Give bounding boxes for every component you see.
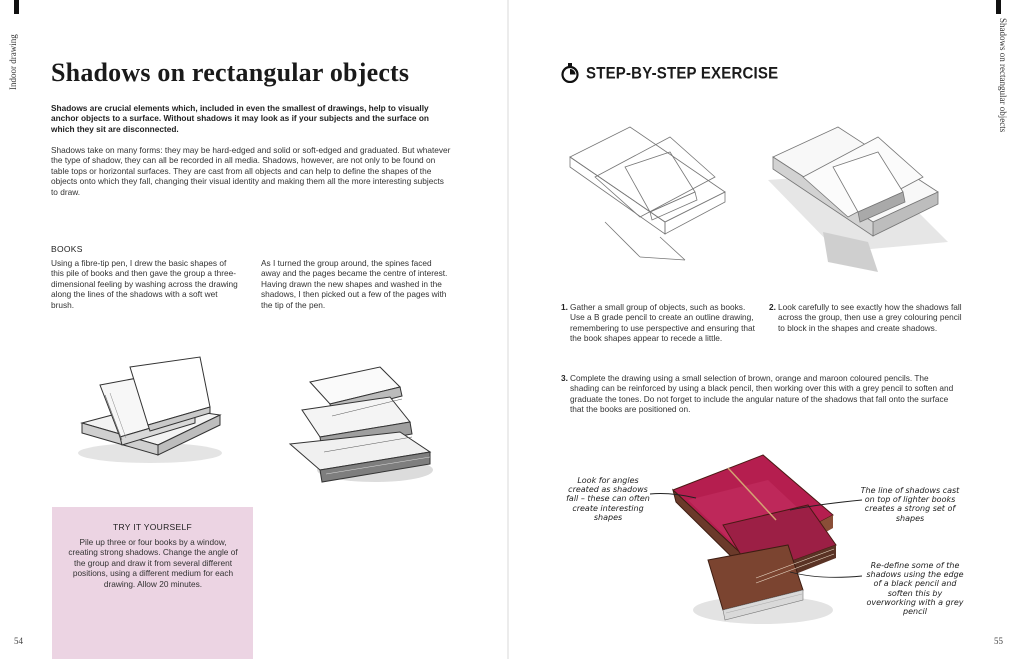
step-1-outline-drawing bbox=[565, 122, 735, 262]
book-pile-sketch-1 bbox=[70, 345, 230, 470]
body-paragraph: Shadows take on many forms: they may be hard-edged and solid or soft-edged and graduated. But whatever the type of shadow, they can all be recorded in all media. Shadows, however, are not only to be found on table tops or horizontal surfaces. They are cast from all objects and can help to define the shapes of the objects onto which they fall, changing their visual identity and making them all the more interesting subjects to draw. bbox=[51, 145, 451, 197]
intro-paragraph: Shadows are crucial elements which, included in even the smallest of drawings, help to visually anchor objects to a surface. Without shadows it may look as if your subjects and the surface on which they sit are disconnected. bbox=[51, 103, 429, 134]
step-3-number: 3. bbox=[561, 373, 568, 383]
annotation-leader-lines bbox=[640, 480, 880, 590]
step-1-text: Gather a small group of objects, such as books. Use a B grade pencil to create an outline drawing, remembering to use perspective and ensuring that the book shapes appear to recede a little. bbox=[570, 302, 755, 344]
books-column-2: As I turned the group around, the spines faced away and the pages became the centre of interest. Having drawn the new shapes and washed in the shadows, I then picked out a few of the pages with the tip of the pen. bbox=[261, 258, 448, 310]
right-running-head: Shadows on rectangular objects bbox=[998, 18, 1008, 133]
books-column-1: Using a fibre-tip pen, I drew the basic shapes of this pile of books and then gave the group a three-dimensional feeling by washing across the drawing along the lines of the shadows with a soft wet brush. bbox=[51, 258, 238, 310]
step-3-text: Complete the drawing using a small selection of brown, orange and maroon coloured pencils. The shading can be reinforced by using a black pencil, then working over this with a grey pencil to soften and graduate the tones. Do not forget to include the angular nature of the shadows that fall onto the surface that the books are positioned on. bbox=[570, 373, 954, 415]
page-gutter bbox=[507, 0, 509, 659]
try-it-body: Pile up three or four books by a window, creating strong shadows. Change the angle of the group and draw it from several different positions, using a different medium for each drawing. Allow 20 minutes. bbox=[68, 537, 238, 589]
left-section-tab bbox=[14, 0, 19, 14]
page-title: Shadows on rectangular objects bbox=[51, 58, 410, 87]
step-2-number: 2. bbox=[769, 302, 776, 312]
book-pile-sketch-2 bbox=[280, 352, 435, 487]
left-page-number: 54 bbox=[14, 636, 23, 646]
books-heading: BOOKS bbox=[51, 244, 83, 254]
step-2-shaded-drawing bbox=[768, 122, 958, 282]
step-1-number: 1. bbox=[561, 302, 568, 312]
try-it-heading: TRY IT YOURSELF bbox=[113, 522, 192, 532]
left-running-head: Indoor drawing bbox=[8, 34, 18, 90]
right-page-number: 55 bbox=[994, 636, 1003, 646]
right-section-tab bbox=[996, 0, 1001, 14]
try-it-yourself-box bbox=[52, 507, 253, 659]
exercise-heading: STEP-BY-STEP EXERCISE bbox=[586, 64, 779, 83]
annotation-angles: Look for angles created as shadows fall – these can often create interesting shapes bbox=[566, 476, 650, 522]
stopwatch-icon bbox=[561, 63, 579, 83]
annotation-redefine: Re-define some of the shadows using the edge of a black pencil and soften this by overworking with a grey pencil bbox=[866, 561, 964, 617]
step-2-text: Look carefully to see exactly how the shadows fall across the group, then use a grey colouring pencil to block in the shapes and create shadows. bbox=[778, 302, 962, 333]
annotation-line-of-shadows: The line of shadows cast on top of lighter books creates a strong set of shapes bbox=[860, 486, 960, 523]
